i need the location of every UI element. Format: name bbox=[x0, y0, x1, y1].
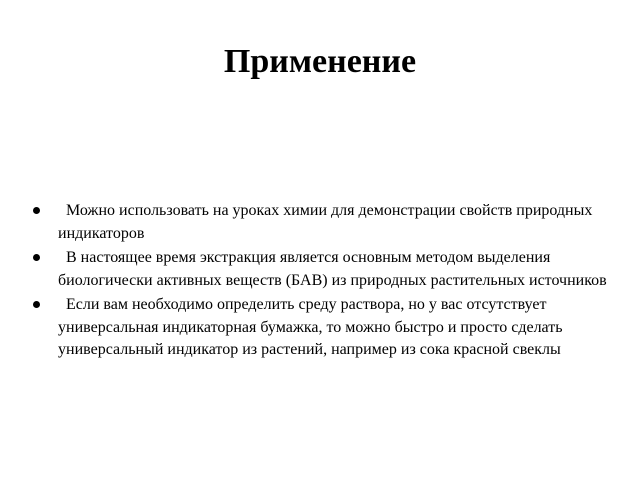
bullet-item bbox=[30, 247, 610, 292]
slide-title: Применение bbox=[223, 43, 417, 80]
bullet-text: Можно использовать на уроках химии для демонстрации свойств природных индикаторов bbox=[58, 202, 593, 242]
bullet-dot-icon bbox=[33, 301, 40, 308]
bullet-dot-icon bbox=[33, 254, 40, 261]
bullet-text: В настоящее время экстракция является основным методом выделения биологически активных веществ (БАВ) из природных растительных источников bbox=[58, 249, 607, 289]
bullet-dot-icon bbox=[33, 207, 40, 214]
bullet-item bbox=[30, 200, 610, 245]
bullet-list bbox=[30, 200, 610, 364]
bullet-item bbox=[30, 294, 610, 362]
bullet-text: Если вам необходимо определить среду раствора, но у вас отсутствует универсальная индикаторная бумажка, то можно быстро и просто сделать универсальный индикатор из растений, например из сока красной свеклы bbox=[58, 296, 563, 358]
